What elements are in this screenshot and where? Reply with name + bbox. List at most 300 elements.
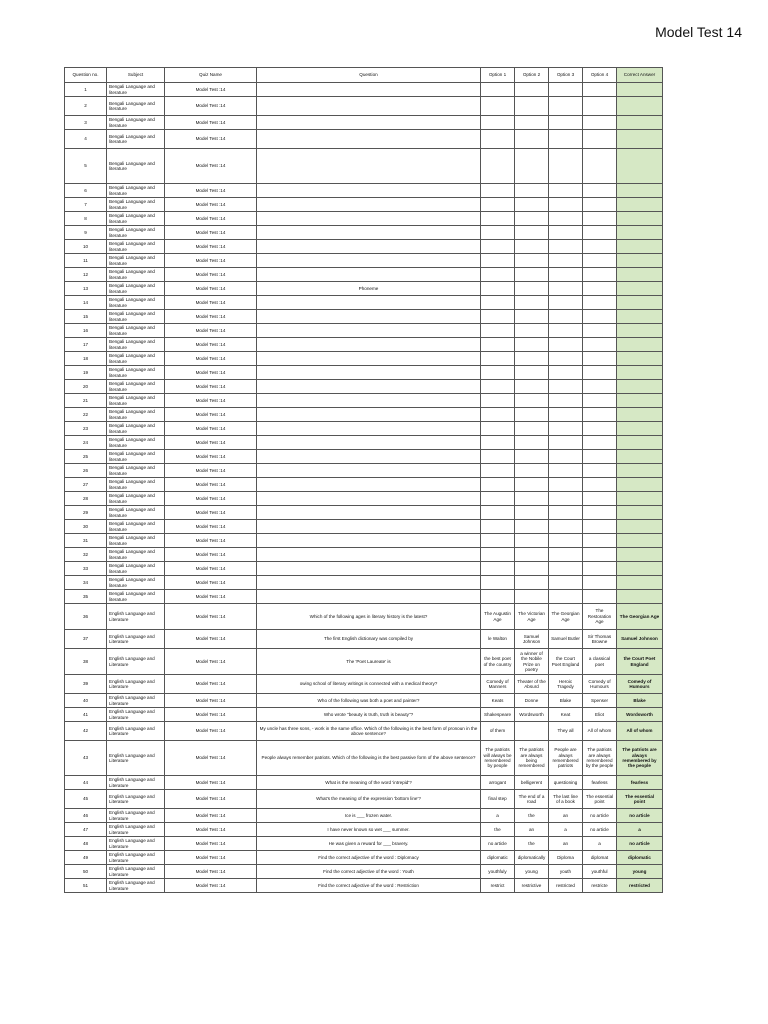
- cell-o2: [515, 722, 549, 741]
- cell-q: [257, 366, 481, 380]
- cell-q: Which of the following ages in literary history is the latest?: [257, 604, 481, 630]
- cell-no: 2: [65, 97, 107, 116]
- cell-q: Find the correct adjective of the word : Youth: [257, 865, 481, 879]
- cell-ans: [617, 464, 663, 478]
- cell-o2: [515, 422, 549, 436]
- cell-ans: [617, 408, 663, 422]
- cell-ans: restricted: [617, 879, 663, 893]
- cell-o3: [549, 310, 583, 324]
- table-row: [65, 865, 663, 879]
- cell-o3: [549, 590, 583, 604]
- cell-o2: the: [515, 837, 549, 851]
- cell-q: He was given a reward for ___ bravery.: [257, 837, 481, 851]
- cell-quiz: Model Test :14: [165, 97, 257, 116]
- cell-o1: [481, 450, 515, 464]
- cell-no: 41: [65, 708, 107, 722]
- cell-ans: diplomatic: [617, 851, 663, 865]
- table-row: [65, 422, 663, 436]
- cell-subject: Bengali Language and literature: [107, 338, 165, 352]
- cell-o1: [481, 562, 515, 576]
- cell-ans: Samuel Johnson: [617, 630, 663, 649]
- cell-subject: Bengali Language and literature: [107, 506, 165, 520]
- cell-o3: [549, 366, 583, 380]
- cell-no: 15: [65, 310, 107, 324]
- cell-no: 48: [65, 837, 107, 851]
- cell-no: 35: [65, 590, 107, 604]
- cell-o3: questioning: [549, 776, 583, 790]
- cell-subject: Bengali Language and literature: [107, 492, 165, 506]
- cell-o4: a classical poet: [583, 649, 617, 675]
- cell-o3: [549, 97, 583, 116]
- cell-o4: [583, 464, 617, 478]
- cell-quiz: Model Test :14: [165, 478, 257, 492]
- cell-quiz: Model Test :14: [165, 548, 257, 562]
- cell-ans: [617, 184, 663, 198]
- cell-o2: [515, 324, 549, 338]
- cell-o1: of them: [481, 722, 515, 741]
- cell-no: 31: [65, 534, 107, 548]
- column-header: Option 1: [481, 68, 515, 83]
- cell-o4: [583, 240, 617, 254]
- cell-o4: diplomat: [583, 851, 617, 865]
- cell-o3: [549, 492, 583, 506]
- table-row: [65, 408, 663, 422]
- cell-quiz: Model Test :14: [165, 649, 257, 675]
- cell-subject: English Language and Literature: [107, 649, 165, 675]
- cell-ans: The Georgian Age: [617, 604, 663, 630]
- cell-subject: English Language and Literature: [107, 694, 165, 708]
- cell-o2: The patriots are always being remembered: [515, 741, 549, 776]
- cell-o1: [481, 83, 515, 97]
- cell-o2: [515, 478, 549, 492]
- cell-ans: [617, 130, 663, 149]
- cell-no: 21: [65, 394, 107, 408]
- cell-q: [257, 254, 481, 268]
- cell-q: My uncle has three sons, - work in the same office. Which of the following is the best form of pronoun in the above sentence?: [257, 722, 481, 741]
- cell-subject: Bengali Language and literature: [107, 97, 165, 116]
- cell-subject: Bengali Language and literature: [107, 226, 165, 240]
- cell-o4: [583, 380, 617, 394]
- table-row: [65, 436, 663, 450]
- cell-q: Ice is ___ frozen water.: [257, 809, 481, 823]
- cell-quiz: Model Test :14: [165, 240, 257, 254]
- cell-o4: [583, 130, 617, 149]
- cell-ans: Comedy of Humours: [617, 675, 663, 694]
- cell-q: [257, 394, 481, 408]
- cell-o4: a: [583, 837, 617, 851]
- column-header: Question: [257, 68, 481, 83]
- table-row: [65, 116, 663, 130]
- cell-o3: [549, 380, 583, 394]
- cell-o4: [583, 310, 617, 324]
- cell-o4: [583, 149, 617, 184]
- cell-o4: [583, 296, 617, 310]
- cell-quiz: Model Test :14: [165, 630, 257, 649]
- cell-q: [257, 422, 481, 436]
- cell-o1: [481, 282, 515, 296]
- cell-ans: [617, 366, 663, 380]
- cell-no: 33: [65, 562, 107, 576]
- table-row: [65, 722, 663, 741]
- cell-q: [257, 352, 481, 366]
- cell-o3: the Court Poet England: [549, 649, 583, 675]
- cell-o3: [549, 149, 583, 184]
- cell-ans: [617, 268, 663, 282]
- cell-o2: Donne: [515, 694, 549, 708]
- cell-o1: [481, 506, 515, 520]
- cell-o1: the: [481, 823, 515, 837]
- cell-quiz: Model Test :14: [165, 879, 257, 893]
- table-row: [65, 97, 663, 116]
- table-row: [65, 254, 663, 268]
- column-header: Subject: [107, 68, 165, 83]
- cell-o3: [549, 282, 583, 296]
- cell-o2: [515, 310, 549, 324]
- cell-subject: English Language and Literature: [107, 837, 165, 851]
- column-header: Option 4: [583, 68, 617, 83]
- cell-no: 36: [65, 604, 107, 630]
- cell-o2: [515, 83, 549, 97]
- cell-ans: no article: [617, 837, 663, 851]
- cell-subject: English Language and Literature: [107, 865, 165, 879]
- table-row: [65, 562, 663, 576]
- cell-quiz: Model Test :14: [165, 394, 257, 408]
- cell-o2: [515, 282, 549, 296]
- cell-subject: Bengali Language and literature: [107, 352, 165, 366]
- cell-ans: [617, 562, 663, 576]
- cell-o1: [481, 478, 515, 492]
- cell-no: 40: [65, 694, 107, 708]
- cell-o3: [549, 184, 583, 198]
- cell-o1: the best poet of the country: [481, 649, 515, 675]
- cell-quiz: Model Test :14: [165, 212, 257, 226]
- table-row: [65, 83, 663, 97]
- cell-no: 3: [65, 116, 107, 130]
- cell-o4: [583, 548, 617, 562]
- column-header: Question no.: [65, 68, 107, 83]
- cell-subject: Bengali Language and literature: [107, 408, 165, 422]
- cell-o1: [481, 198, 515, 212]
- cell-quiz: Model Test :14: [165, 837, 257, 851]
- table-row: [65, 708, 663, 722]
- cell-o3: [549, 324, 583, 338]
- cell-o4: fearless: [583, 776, 617, 790]
- cell-ans: [617, 296, 663, 310]
- cell-q: [257, 268, 481, 282]
- cell-o3: an: [549, 837, 583, 851]
- cell-no: 9: [65, 226, 107, 240]
- table-row: [65, 149, 663, 184]
- cell-q: I have never known so wet ___ summer.: [257, 823, 481, 837]
- cell-o3: [549, 240, 583, 254]
- cell-o2: The Victorian Age: [515, 604, 549, 630]
- cell-quiz: Model Test :14: [165, 790, 257, 809]
- cell-quiz: Model Test :14: [165, 823, 257, 837]
- cell-o2: [515, 450, 549, 464]
- cell-no: 44: [65, 776, 107, 790]
- cell-o2: [515, 240, 549, 254]
- cell-no: 18: [65, 352, 107, 366]
- cell-o1: [481, 324, 515, 338]
- table-row: [65, 851, 663, 865]
- cell-o2: [515, 380, 549, 394]
- cell-quiz: Model Test :14: [165, 282, 257, 296]
- cell-quiz: Model Test :14: [165, 604, 257, 630]
- cell-o1: [481, 116, 515, 130]
- cell-ans: [617, 520, 663, 534]
- cell-o4: [583, 226, 617, 240]
- cell-ans: [617, 116, 663, 130]
- table-row: [65, 649, 663, 675]
- cell-o1: [481, 310, 515, 324]
- cell-no: 39: [65, 675, 107, 694]
- table-row: [65, 464, 663, 478]
- cell-no: 28: [65, 492, 107, 506]
- cell-subject: English Language and Literature: [107, 851, 165, 865]
- cell-quiz: Model Test :14: [165, 83, 257, 97]
- cell-no: 45: [65, 790, 107, 809]
- cell-q: What is the meaning of the word 'intrepid'?: [257, 776, 481, 790]
- cell-o1: [481, 422, 515, 436]
- cell-o3: [549, 226, 583, 240]
- cell-o4: [583, 478, 617, 492]
- cell-subject: Bengali Language and literature: [107, 83, 165, 97]
- cell-o2: [515, 352, 549, 366]
- cell-o4: [583, 198, 617, 212]
- cell-ans: [617, 338, 663, 352]
- cell-o4: The essential point: [583, 790, 617, 809]
- cell-subject: Bengali Language and literature: [107, 394, 165, 408]
- cell-o2: an: [515, 823, 549, 837]
- cell-subject: Bengali Language and literature: [107, 149, 165, 184]
- cell-o2: a winner of the Nobile Prize on poetry: [515, 649, 549, 675]
- table-row: [65, 809, 663, 823]
- cell-o3: [549, 338, 583, 352]
- cell-o3: [549, 254, 583, 268]
- column-header: Quiz Name: [165, 68, 257, 83]
- cell-no: 6: [65, 184, 107, 198]
- table-row: [65, 338, 663, 352]
- cell-ans: The patriots are always remembered by the people: [617, 741, 663, 776]
- cell-no: 30: [65, 520, 107, 534]
- quiz-table: [64, 67, 663, 893]
- cell-no: 4: [65, 130, 107, 149]
- cell-o2: [515, 520, 549, 534]
- cell-o2: [515, 562, 549, 576]
- cell-o4: [583, 394, 617, 408]
- cell-q: [257, 212, 481, 226]
- cell-o2: [515, 506, 549, 520]
- cell-q: [257, 478, 481, 492]
- cell-o4: [583, 324, 617, 338]
- cell-o4: restricte: [583, 879, 617, 893]
- cell-quiz: Model Test :14: [165, 408, 257, 422]
- cell-quiz: Model Test :14: [165, 506, 257, 520]
- cell-ans: [617, 198, 663, 212]
- cell-o1: Shakespeare: [481, 708, 515, 722]
- cell-q: [257, 149, 481, 184]
- cell-quiz: Model Test :14: [165, 310, 257, 324]
- cell-no: 32: [65, 548, 107, 562]
- cell-subject: English Language and Literature: [107, 741, 165, 776]
- cell-q: [257, 97, 481, 116]
- table-row: [65, 675, 663, 694]
- cell-no: 23: [65, 422, 107, 436]
- cell-o2: [515, 184, 549, 198]
- cell-ans: the Court Poet England: [617, 649, 663, 675]
- table-row: [65, 394, 663, 408]
- cell-o3: The Georgian Age: [549, 604, 583, 630]
- cell-subject: Bengali Language and literature: [107, 590, 165, 604]
- cell-quiz: Model Test :14: [165, 184, 257, 198]
- cell-o2: [515, 366, 549, 380]
- cell-quiz: Model Test :14: [165, 352, 257, 366]
- cell-subject: English Language and Literature: [107, 722, 165, 741]
- cell-o4: [583, 436, 617, 450]
- cell-subject: Bengali Language and literature: [107, 576, 165, 590]
- table-row: [65, 534, 663, 548]
- cell-subject: Bengali Language and literature: [107, 450, 165, 464]
- cell-ans: [617, 352, 663, 366]
- cell-ans: The essential point: [617, 790, 663, 809]
- cell-ans: [617, 380, 663, 394]
- cell-q: What's the meaning of the expression 'bottom line'?: [257, 790, 481, 809]
- cell-o1: le Walton: [481, 630, 515, 649]
- cell-quiz: Model Test :14: [165, 534, 257, 548]
- cell-ans: [617, 450, 663, 464]
- cell-o2: [515, 130, 549, 149]
- cell-q: [257, 324, 481, 338]
- table-row: [65, 310, 663, 324]
- cell-ans: Wordsworth: [617, 708, 663, 722]
- cell-quiz: Model Test :14: [165, 149, 257, 184]
- header-row: [65, 68, 663, 83]
- cell-subject: English Language and Literature: [107, 790, 165, 809]
- cell-quiz: Model Test :14: [165, 366, 257, 380]
- table-row: [65, 548, 663, 562]
- cell-o1: [481, 184, 515, 198]
- cell-o4: [583, 590, 617, 604]
- cell-o4: The Restoration Age: [583, 604, 617, 630]
- cell-o1: [481, 254, 515, 268]
- cell-o1: [481, 338, 515, 352]
- cell-o2: [515, 534, 549, 548]
- cell-o2: [515, 590, 549, 604]
- cell-subject: English Language and Literature: [107, 630, 165, 649]
- cell-o1: [481, 520, 515, 534]
- cell-q: [257, 408, 481, 422]
- cell-q: [257, 450, 481, 464]
- cell-q: [257, 590, 481, 604]
- cell-q: Who wrote "beauty is truth, truth is beauty"?: [257, 708, 481, 722]
- cell-o1: Keats: [481, 694, 515, 708]
- cell-o2: [515, 408, 549, 422]
- cell-o4: Spenser: [583, 694, 617, 708]
- cell-o2: [515, 296, 549, 310]
- cell-o3: [549, 198, 583, 212]
- cell-q: [257, 436, 481, 450]
- cell-quiz: Model Test :14: [165, 324, 257, 338]
- cell-subject: English Language and Literature: [107, 879, 165, 893]
- cell-o3: [549, 116, 583, 130]
- cell-o1: [481, 149, 515, 184]
- cell-o3: [549, 436, 583, 450]
- cell-o3: [549, 520, 583, 534]
- cell-subject: Bengali Language and literature: [107, 212, 165, 226]
- cell-quiz: Model Test :14: [165, 254, 257, 268]
- cell-o1: [481, 130, 515, 149]
- cell-q: [257, 310, 481, 324]
- table-row: [65, 506, 663, 520]
- cell-o1: [481, 240, 515, 254]
- cell-q: [257, 576, 481, 590]
- table-row: [65, 226, 663, 240]
- cell-ans: [617, 149, 663, 184]
- cell-no: 26: [65, 464, 107, 478]
- cell-no: 16: [65, 324, 107, 338]
- cell-q: owing school of literary writings is connected with a medical theory?: [257, 675, 481, 694]
- cell-no: 10: [65, 240, 107, 254]
- cell-q: [257, 492, 481, 506]
- cell-o3: [549, 296, 583, 310]
- cell-ans: [617, 97, 663, 116]
- cell-no: 7: [65, 198, 107, 212]
- cell-no: 51: [65, 879, 107, 893]
- cell-o2: [515, 548, 549, 562]
- cell-o3: [549, 562, 583, 576]
- cell-quiz: Model Test :14: [165, 851, 257, 865]
- cell-o3: Blake: [549, 694, 583, 708]
- cell-q: [257, 198, 481, 212]
- cell-quiz: Model Test :14: [165, 576, 257, 590]
- table-row: [65, 184, 663, 198]
- cell-o1: [481, 548, 515, 562]
- cell-no: 24: [65, 436, 107, 450]
- cell-o4: no article: [583, 809, 617, 823]
- table-row: [65, 324, 663, 338]
- cell-o4: The patriots are always remembered by the people: [583, 741, 617, 776]
- cell-o1: restrict: [481, 879, 515, 893]
- cell-o4: [583, 520, 617, 534]
- cell-ans: [617, 324, 663, 338]
- table-row: [65, 630, 663, 649]
- cell-no: 13: [65, 282, 107, 296]
- cell-quiz: Model Test :14: [165, 809, 257, 823]
- cell-no: 20: [65, 380, 107, 394]
- table-row: [65, 790, 663, 809]
- cell-q: [257, 184, 481, 198]
- cell-o3: [549, 548, 583, 562]
- cell-subject: Bengali Language and literature: [107, 436, 165, 450]
- table-row: [65, 823, 663, 837]
- cell-o2: Samuel Johnson: [515, 630, 549, 649]
- cell-q: Find the correct adjective of the word : Restriction: [257, 879, 481, 893]
- cell-o4: [583, 212, 617, 226]
- cell-o4: youthful: [583, 865, 617, 879]
- cell-o4: [583, 184, 617, 198]
- table-row: [65, 268, 663, 282]
- cell-q: [257, 226, 481, 240]
- cell-o3: [549, 408, 583, 422]
- cell-quiz: Model Test :14: [165, 268, 257, 282]
- cell-o3: [549, 534, 583, 548]
- cell-quiz: Model Test :14: [165, 708, 257, 722]
- cell-quiz: Model Test :14: [165, 422, 257, 436]
- cell-o1: a: [481, 809, 515, 823]
- cell-o1: final step: [481, 790, 515, 809]
- cell-ans: [617, 422, 663, 436]
- cell-ans: [617, 590, 663, 604]
